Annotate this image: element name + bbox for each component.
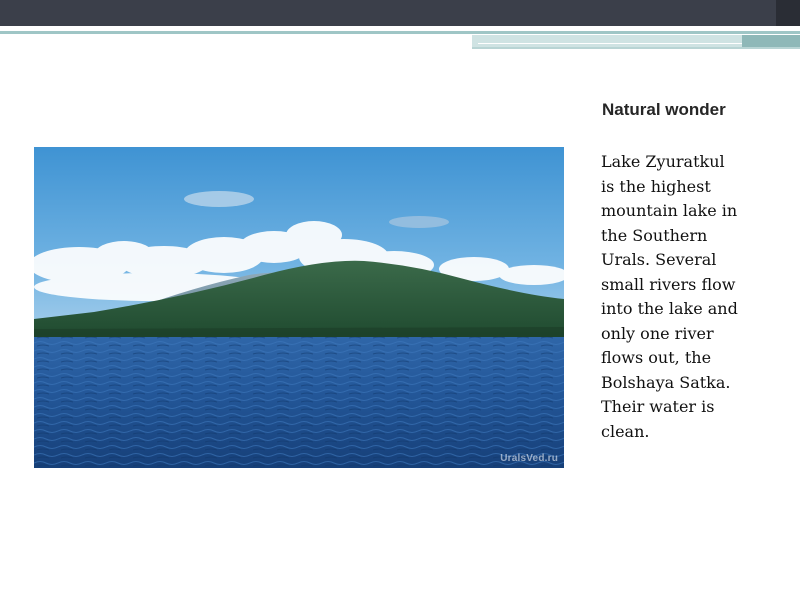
body-line: mountain lake in (601, 201, 738, 220)
header-bar (0, 0, 800, 26)
header-accent-line (0, 31, 800, 34)
header-accent-block-dark (742, 35, 800, 47)
body-line: only one river (601, 323, 714, 343)
body-line: Their water is (601, 397, 715, 416)
body-line: the Southern (601, 225, 708, 245)
photo-watermark: UralsVed.ru (500, 453, 558, 464)
body-line: flows out, the (601, 348, 712, 367)
body-line: small rivers flow (601, 274, 736, 294)
slide-body-text (601, 150, 781, 444)
header-bar-corner (776, 0, 800, 26)
body-line: is the highest (601, 176, 711, 196)
slide-title: Natural wonder (602, 100, 726, 119)
body-line: Bolshaya Satka. (601, 372, 731, 392)
body-line: clean. (601, 421, 650, 441)
header-accent-stripe (472, 47, 800, 49)
header-accent-highlight (478, 43, 742, 44)
lake-photo (34, 147, 564, 468)
body-line: Lake Zyuratkul (601, 152, 725, 171)
lake-landscape-image (34, 147, 564, 468)
body-line: Urals. Several (601, 250, 717, 269)
body-line: into the lake and (601, 299, 738, 318)
